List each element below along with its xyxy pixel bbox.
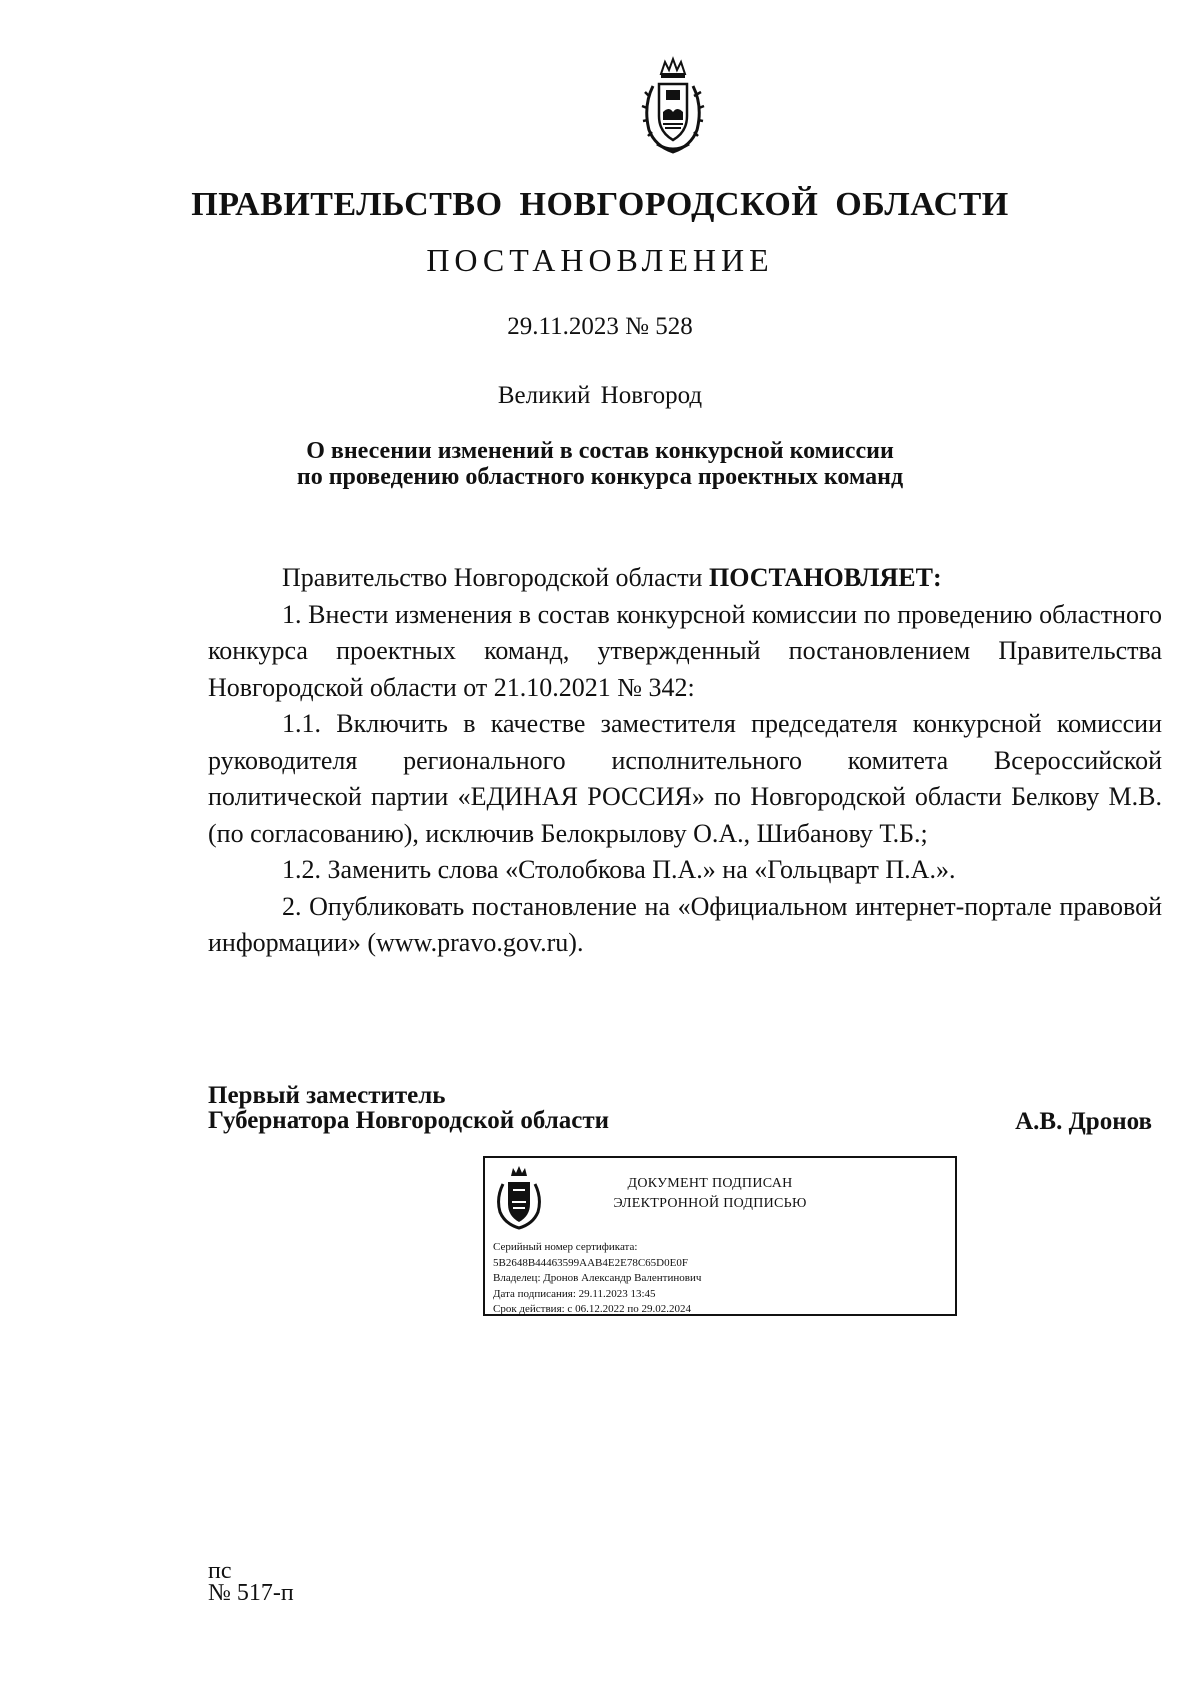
signer-name: А.В. Дронов [1015,1108,1152,1135]
signer-position-line-2: Губернатора Новгородской области [208,1107,610,1134]
subject-line-1: О внесении изменений в состав конкурсной комиссии [306,438,894,464]
paragraph-item-2: 2. Опубликовать постановление на «Официальном интернет-портале правовой информации» (www.pravo.gov.ru). [208,891,1162,957]
paragraph-item-1-1: 1.1. Включить в качестве заместителя председателя конкурсной комиссии руководителя регионального исполнительного комитета Всероссийской политической партии «ЕДИНАЯ РОССИЯ» по Новгородской области Белкову М.В. (по согласованию), исключив Белокрылову О.А., Шибанову Т.Б.; [208,709,1162,848]
stamp-header-line-1: ДОКУМЕНТ ПОДПИСАН [627,1176,793,1191]
stamp-details [493,1240,701,1318]
document-date-number: 29.11.2023 № 528 [507,313,693,340]
stamp-coat-of-arms-icon [494,1164,544,1230]
preamble-decree-word: ПОСТАНОВЛЯЕТ: [708,563,942,592]
document-type: ПОСТАНОВЛЕНИЕ [426,242,774,278]
stamp-header [545,1174,875,1214]
signer-position [208,1083,609,1133]
preamble-text: Правительство Новгородской области [282,563,709,592]
document-subject [0,438,1200,490]
footer-mark-line-2: № 517-п [208,1580,294,1606]
subject-line-2: по проведению областного конкурса проектных команд [296,464,904,490]
document-body [208,560,1162,962]
footer-registration-mark [208,1560,294,1604]
stamp-header-line-2: ЭЛЕКТРОННОЙ ПОДПИСЬЮ [613,1196,807,1211]
footer-mark-line-1: пс [208,1558,232,1584]
signer-position-line-1: Первый заместитель [208,1082,446,1109]
government-title: ПРАВИТЕЛЬСТВО НОВГОРОДСКОЙ ОБЛАСТИ [191,186,1009,223]
electronic-signature-stamp [483,1156,957,1316]
coat-of-arms-icon [639,56,707,156]
stamp-owner: Владелец: Дронов Александр Валентинович [493,1272,702,1284]
stamp-cert-number: 5B2648B44463599AAB4E2E78C65D0E0F [493,1256,688,1269]
stamp-signed-date: Дата подписания: 29.11.2023 13:45 [493,1287,656,1300]
stamp-cert-label: Серийный номер сертификата: [493,1241,638,1253]
paragraph-item-1: 1. Внести изменения в состав конкурсной комиссии по проведению областного конкурса проектных команд, утвержденный постановлением Правительства Новгородской области от 21.10.2021 № 342: [208,599,1162,702]
preamble [208,560,1162,597]
paragraph-item-1-2: 1.2. Заменить слова «Столобкова П.А.» на «Гольцварт П.А.». [282,855,956,884]
stamp-validity: Срок действия: с 06.12.2022 по 29.02.2024 [493,1303,691,1315]
document-city: Великий Новгород [497,382,703,409]
